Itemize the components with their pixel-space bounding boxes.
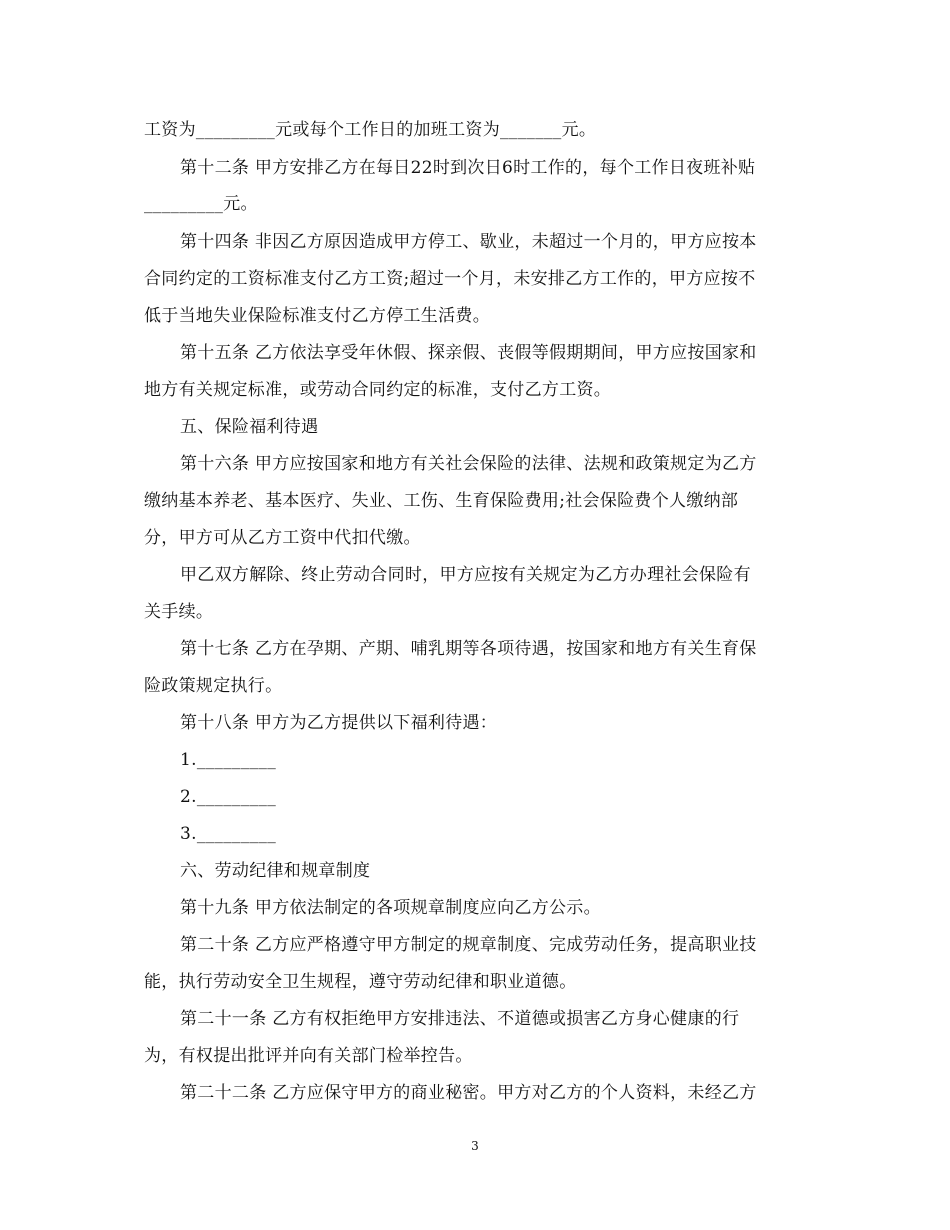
section-heading: 五、保险福利待遇 — [180, 417, 319, 437]
text-line: 第十五条 乙方依法享受年休假、探亲假、丧假等假期期间，甲方应按国家和 — [180, 343, 757, 363]
text-line: 关手续。 — [144, 602, 214, 622]
text-line: 第十七条 乙方在孕期、产期、哺乳期等各项待遇，按国家和地方有关生育保 — [180, 639, 757, 659]
text-line: 第二十一条 乙方有权拒绝甲方安排违法、不道德或损害乙方身心健康的行 — [180, 1009, 740, 1029]
list-item: 2._________ — [180, 787, 277, 807]
text-line: _________元。 — [144, 194, 258, 214]
text-line: 第十二条 甲方安排乙方在每日22时到次日6时工作的，每个工作日夜班补贴 — [180, 158, 756, 178]
list-item: 1._________ — [180, 750, 277, 770]
text-line: 能，执行劳动安全卫生规程，遵守劳动纪律和职业道德。 — [144, 972, 577, 992]
text-line: 第十八条 甲方为乙方提供以下福利待遇： — [180, 713, 498, 733]
text-line: 合同约定的工资标准支付乙方工资;超过一个月，未安排乙方工作的，甲方应按不 — [144, 269, 756, 289]
text-line: 第十九条 甲方依法制定的各项规章制度应向乙方公示。 — [180, 898, 601, 918]
text-line: 缴纳基本养老、基本医疗、失业、工伤、生育保险费用;社会保险费个人缴纳部 — [144, 491, 739, 511]
text-line: 甲乙双方解除、终止劳动合同时，甲方应按有关规定为乙方办理社会保险有 — [180, 565, 751, 585]
text-line: 第十四条 非因乙方原因造成甲方停工、歇业，未超过一个月的，甲方应按本 — [180, 232, 757, 252]
list-item: 3._________ — [180, 824, 277, 844]
text-line: 地方有关规定标准，或劳动合同约定的标准，支付乙方工资。 — [144, 380, 612, 400]
text-line: 第二十条 乙方应严格遵守甲方制定的规章制度、完成劳动任务，提高职业技 — [180, 935, 757, 955]
text-line: 第二十二条 乙方应保守甲方的商业秘密。甲方对乙方的个人资料，未经乙方 — [180, 1083, 757, 1103]
text-line: 为，有权提出批评并向有关部门检举控告。 — [144, 1046, 473, 1066]
text-line: 工资为_________元或每个工作日的加班工资为_______元。 — [144, 120, 597, 140]
text-line: 第十六条 甲方应按国家和地方有关社会保险的法律、法规和政策规定为乙方 — [180, 454, 757, 474]
text-line: 低于当地失业保险标准支付乙方停工生活费。 — [144, 306, 490, 326]
page-number: 3 — [471, 1139, 479, 1153]
section-heading: 六、劳动纪律和规章制度 — [180, 861, 371, 881]
text-line: 险政策规定执行。 — [144, 676, 283, 696]
text-line: 分，甲方可从乙方工资中代扣代缴。 — [144, 528, 421, 548]
